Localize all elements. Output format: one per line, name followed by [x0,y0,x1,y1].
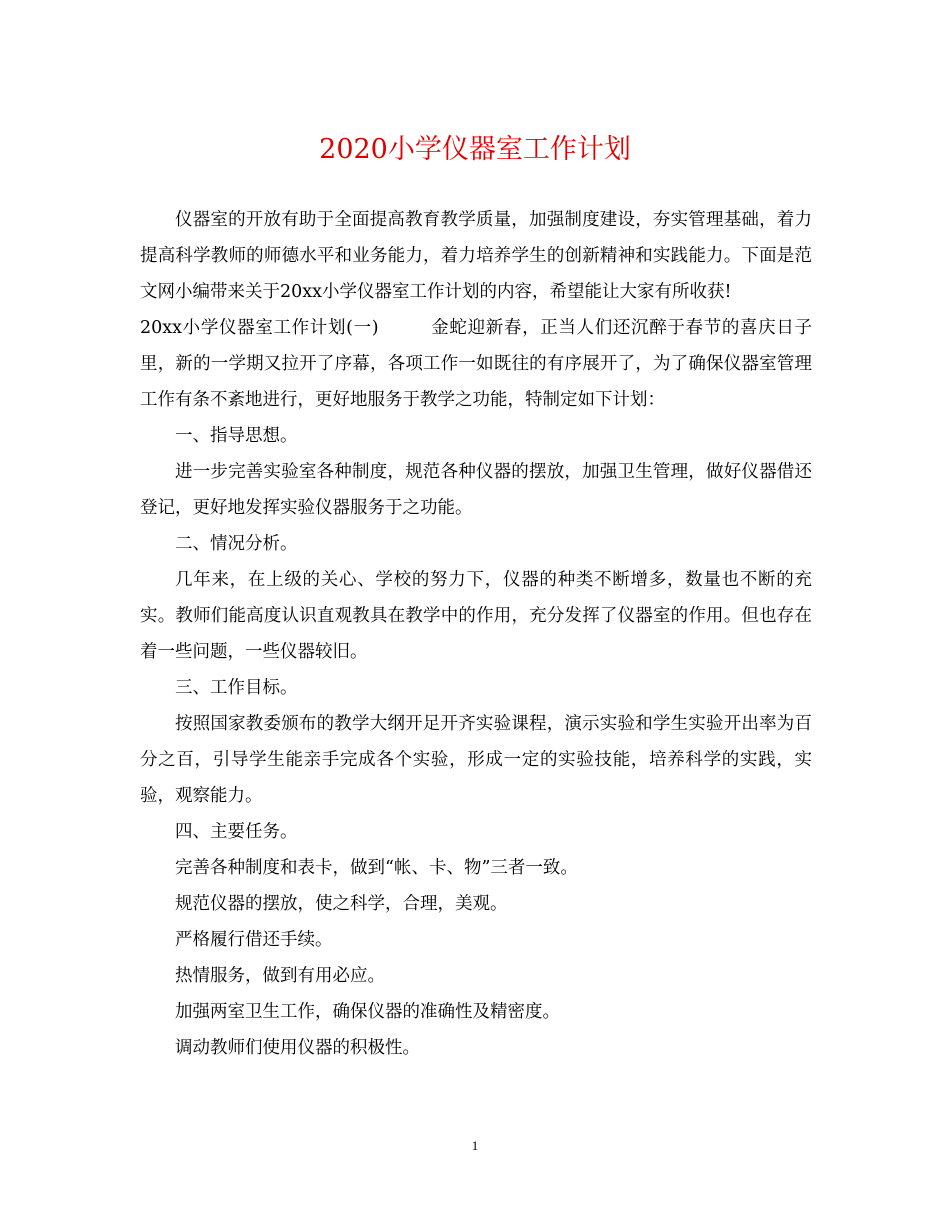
task-item: 热情服务，做到有用必应。 [175,966,385,986]
heading-situation-analysis: 二、情况分析。 [175,534,298,554]
heading-work-goals: 三、工作目标。 [175,678,298,698]
task-item: 严格履行借还手续。 [175,930,333,950]
document-title: 2020小学仪器室工作计划 [319,134,631,165]
section-intro-text: 金蛇迎新春，正当人们还沉醉于春节的喜庆日子里，新的一学期又拉开了序幕，各项工作一如既往的有序展开了，为了确保仪器室管理工作有条不紊地进行，更好地服务于教学之功能，特制定如下计划： [140,318,812,410]
document-body [140,202,812,1066]
heading-main-tasks: 四、主要任务。 [175,822,298,842]
intro-paragraph: 仪器室的开放有助于全面提高教育教学质量，加强制度建设，夯实管理基础，着力提高科学教师的师德水平和业务能力，着力培养学生的创新精神和实践能力。下面是范文网小编带来关于20xx小学仪器室工作计划的内容，希望能让大家有所收获! [140,210,812,302]
section-heading: 20xx小学仪器室工作计划(一) [140,318,379,338]
heading-guiding-thought: 一、指导思想。 [175,426,298,446]
task-item: 加强两室卫生工作，确保仪器的准确性及精密度。 [175,1002,560,1022]
task-item: 规范仪器的摆放，使之科学，合理，美观。 [175,894,508,914]
task-item: 完善各种制度和表卡，做到“帐、卡、物”三者一致。 [175,858,578,878]
task-item: 调动教师们使用仪器的积极性。 [175,1038,420,1058]
page-number: 1 [471,1138,479,1153]
paragraph-situation-analysis: 几年来，在上级的关心、学校的努力下，仪器的种类不断增多，数量也不断的充实。教师们能高度认识直观教具在教学中的作用，充分发挥了仪器室的作用。但也存在着一些问题，一些仪器较旧。 [140,570,812,662]
paragraph-work-goals: 按照国家教委颁布的教学大纲开足开齐实验课程，演示实验和学生实验开出率为百分之百，引导学生能亲手完成各个实验，形成一定的实验技能，培养科学的实践，实验，观察能力。 [140,714,812,806]
section-intro-paragraph [140,310,812,418]
paragraph-guiding-thought: 进一步完善实验室各种制度，规范各种仪器的摆放，加强卫生管理，做好仪器借还登记，更好地发挥实验仪器服务于之功能。 [140,462,812,518]
